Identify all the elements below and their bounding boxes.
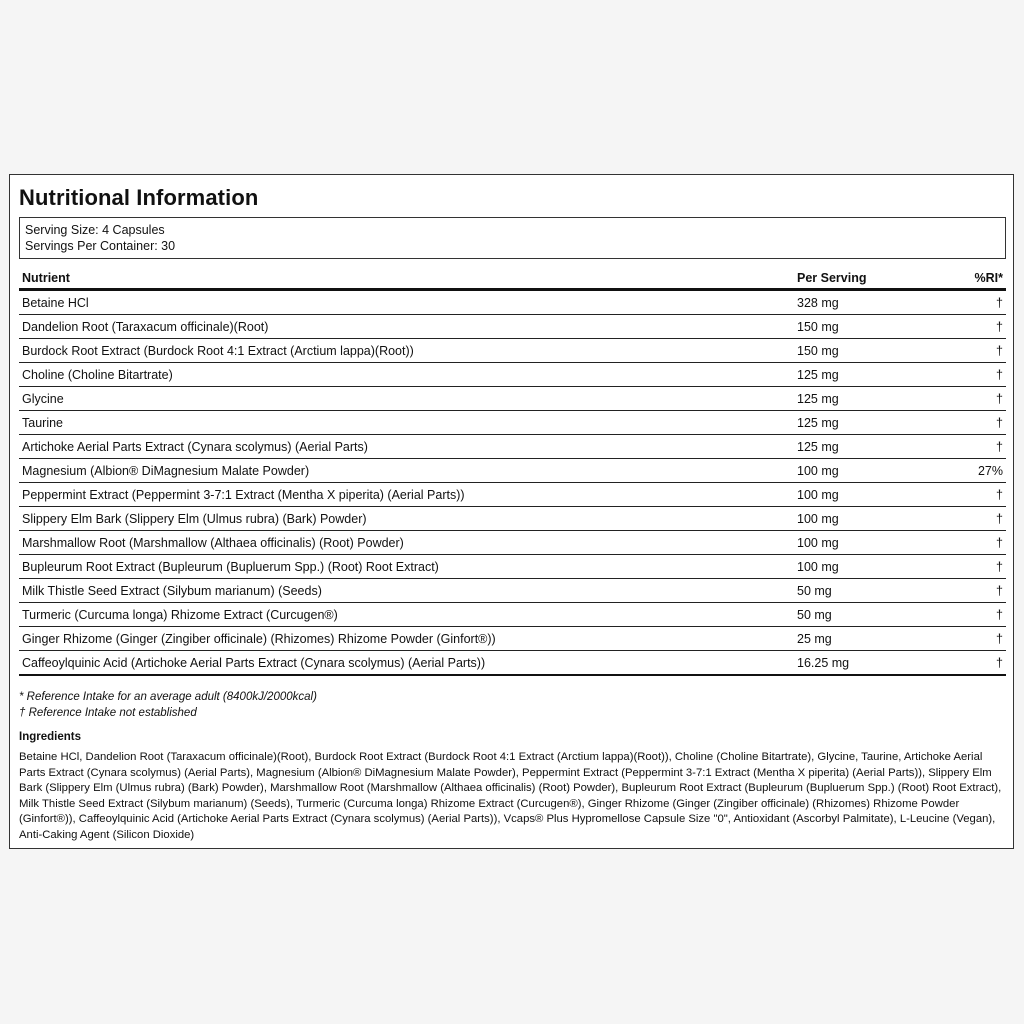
per-serving-cell: 125 mg	[794, 411, 940, 435]
ri-cell: †	[940, 651, 1006, 676]
nutrient-name-cell: Peppermint Extract (Peppermint 3-7:1 Extract (Mentha X piperita) (Aerial Parts))	[19, 483, 794, 507]
table-row	[19, 603, 1006, 627]
ri-cell: †	[940, 339, 1006, 363]
per-serving-cell: 50 mg	[794, 603, 940, 627]
ri-cell: †	[940, 555, 1006, 579]
nutrient-name-cell: Marshmallow Root (Marshmallow (Althaea officinalis) (Root) Powder)	[19, 531, 794, 555]
table-row	[19, 315, 1006, 339]
nutrient-name-cell: Milk Thistle Seed Extract (Silybum marianum) (Seeds)	[19, 579, 794, 603]
nutrient-name-cell: Taurine	[19, 411, 794, 435]
ri-cell: †	[940, 411, 1006, 435]
table-row	[19, 363, 1006, 387]
nutrient-table	[19, 267, 1006, 676]
column-header-ri: %RI*	[940, 267, 1006, 290]
ri-cell: †	[940, 579, 1006, 603]
nutrient-name-cell: Dandelion Root (Taraxacum officinale)(Root)	[19, 315, 794, 339]
nutrient-name-cell: Turmeric (Curcuma longa) Rhizome Extract (Curcugen®)	[19, 603, 794, 627]
per-serving-cell: 328 mg	[794, 290, 940, 315]
ri-cell: †	[940, 315, 1006, 339]
ri-cell: 27%	[940, 459, 1006, 483]
nutrient-name-cell: Burdock Root Extract (Burdock Root 4:1 Extract (Arctium lappa)(Root))	[19, 339, 794, 363]
ri-cell: †	[940, 627, 1006, 651]
table-row	[19, 651, 1006, 676]
nutrition-panel	[9, 174, 1014, 849]
ingredients-text: Betaine HCl, Dandelion Root (Taraxacum officinale)(Root), Burdock Root Extract (Burdock Root 4:1 Extract (Arctium lappa)(Root)), Choline (Choline Bitartrate), Glycine, Taurine, Artichoke Aerial Parts Extract (Cynara scolymus) (Aerial Parts), Magnesium (Albion® DiMagnesium Malate Powder), Peppermint Extract (Peppermint 3-7:1 Extract (Mentha X piperita) (Aerial Parts)), Slippery Elm Bark (Slippery Elm (Ulmus rubra) (Bark) Powder), Marshmallow Root (Marshmallow (Althaea officinalis) (Root) Powder), Bupleurum Root Extract (Bupleurum (Bupluerum Spp.) (Root) Root Extract), Milk Thistle Seed Extract (Silybum marianum) (Seeds), Turmeric (Curcuma longa) Rhizome Extract (Curcugen®), Ginger Rhizome (Ginger (Zingiber officinale) (Rhizomes) Rhizome Powder (Ginfort®)), Caffeoylquinic Acid (Artichoke Aerial Parts Extract (Cynara scolymus) (Aerial Parts)), Vcaps® Plus Hypromellose Capsule Size "0", Antioxidant (Ascorbyl Palmitate), L-Leucine (Vegan), Anti-Caking Agent (Silicon Dioxide)	[19, 751, 1002, 841]
servings-per-container: Servings Per Container: 30	[25, 239, 176, 253]
ri-cell: †	[940, 483, 1006, 507]
table-row	[19, 627, 1006, 651]
table-row	[19, 339, 1006, 363]
column-header-nutrient: Nutrient	[19, 267, 794, 290]
nutrient-name-cell: Ginger Rhizome (Ginger (Zingiber officinale) (Rhizomes) Rhizome Powder (Ginfort®))	[19, 627, 794, 651]
per-serving-cell: 25 mg	[794, 627, 940, 651]
serving-info-box	[19, 217, 1006, 259]
table-row	[19, 555, 1006, 579]
per-serving-cell: 125 mg	[794, 435, 940, 459]
footnotes	[19, 689, 317, 721]
nutrient-name-cell: Betaine HCl	[19, 290, 794, 315]
table-row	[19, 459, 1006, 483]
per-serving-cell: 100 mg	[794, 483, 940, 507]
nutrient-name-cell: Artichoke Aerial Parts Extract (Cynara scolymus) (Aerial Parts)	[19, 435, 794, 459]
ri-cell: †	[940, 531, 1006, 555]
nutrient-name-cell: Glycine	[19, 387, 794, 411]
table-header-row	[19, 267, 1006, 290]
table-row	[19, 507, 1006, 531]
footnote-reference-intake: * Reference Intake for an average adult (8400kJ/2000kcal)	[19, 691, 317, 703]
table-row	[19, 579, 1006, 603]
ri-cell: †	[940, 603, 1006, 627]
table-row	[19, 531, 1006, 555]
column-header-per-serving: Per Serving	[794, 267, 940, 290]
per-serving-cell: 150 mg	[794, 315, 940, 339]
per-serving-cell: 50 mg	[794, 579, 940, 603]
ri-cell: †	[940, 290, 1006, 315]
ingredients-heading: Ingredients	[19, 731, 81, 743]
nutrient-name-cell: Slippery Elm Bark (Slippery Elm (Ulmus rubra) (Bark) Powder)	[19, 507, 794, 531]
footnote-not-established: † Reference Intake not established	[19, 707, 197, 719]
page-title: Nutritional Information	[19, 185, 259, 210]
per-serving-cell: 125 mg	[794, 387, 940, 411]
ri-cell: †	[940, 363, 1006, 387]
nutrient-name-cell: Magnesium (Albion® DiMagnesium Malate Powder)	[19, 459, 794, 483]
per-serving-cell: 125 mg	[794, 363, 940, 387]
nutrient-name-cell: Caffeoylquinic Acid (Artichoke Aerial Parts Extract (Cynara scolymus) (Aerial Parts))	[19, 651, 794, 676]
per-serving-cell: 16.25 mg	[794, 651, 940, 676]
per-serving-cell: 100 mg	[794, 459, 940, 483]
per-serving-cell: 150 mg	[794, 339, 940, 363]
table-row	[19, 387, 1006, 411]
per-serving-cell: 100 mg	[794, 531, 940, 555]
nutrient-name-cell: Choline (Choline Bitartrate)	[19, 363, 794, 387]
ri-cell: †	[940, 507, 1006, 531]
table-row	[19, 483, 1006, 507]
per-serving-cell: 100 mg	[794, 507, 940, 531]
serving-size: Serving Size: 4 Capsules	[25, 223, 165, 237]
ri-cell: †	[940, 387, 1006, 411]
ri-cell: †	[940, 435, 1006, 459]
per-serving-cell: 100 mg	[794, 555, 940, 579]
nutrient-table-body	[19, 290, 1006, 676]
table-row	[19, 435, 1006, 459]
table-row	[19, 411, 1006, 435]
nutrient-name-cell: Bupleurum Root Extract (Bupleurum (Bupluerum Spp.) (Root) Root Extract)	[19, 555, 794, 579]
table-row	[19, 290, 1006, 315]
